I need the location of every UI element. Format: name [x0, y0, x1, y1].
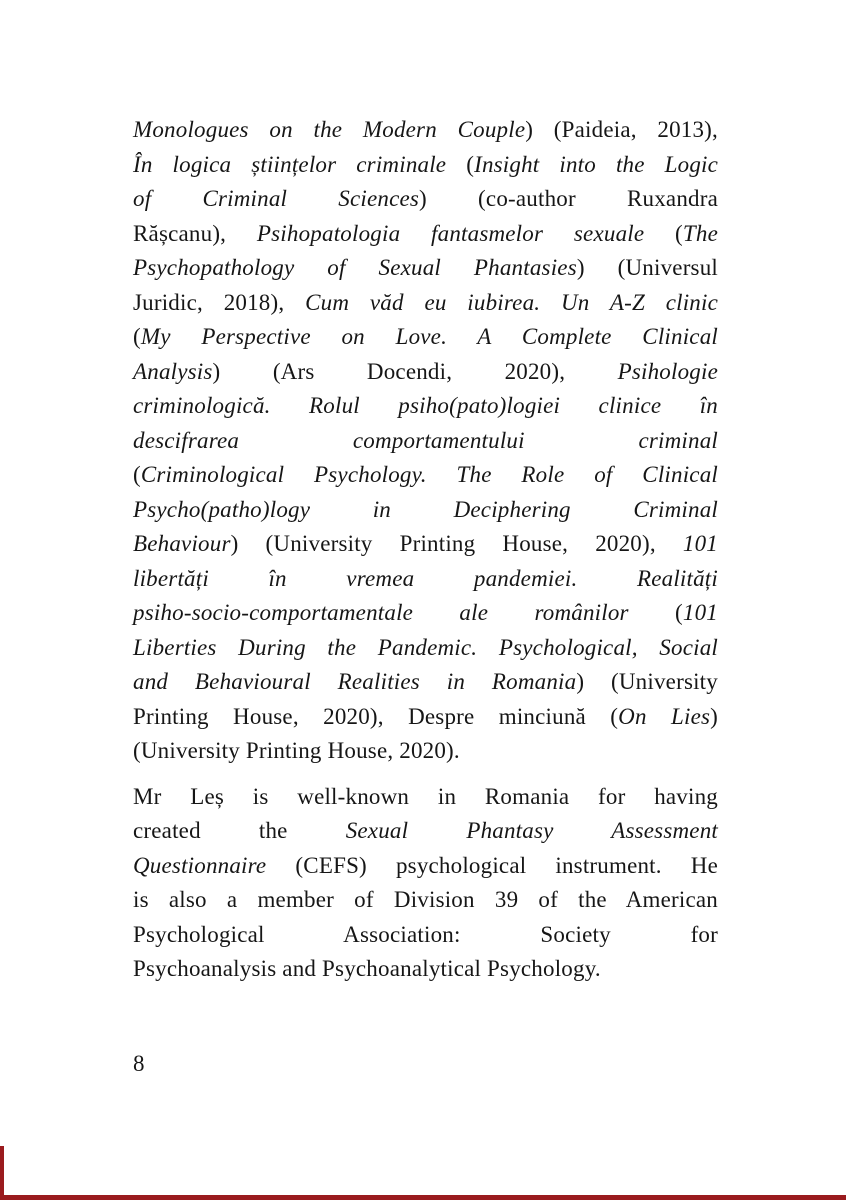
- text-line: [133, 355, 718, 390]
- text-line: [133, 562, 718, 597]
- text-run: (: [133, 324, 141, 349]
- scan-edge-bottom: [0, 1195, 846, 1200]
- italic-text-run: Psihologie: [617, 358, 718, 384]
- italic-text-run: Liberties During the Pandemic. Psychological, Social: [133, 634, 718, 660]
- text-run: (University Printing House, 2020).: [133, 738, 460, 763]
- paragraph-books-list: [133, 113, 718, 769]
- text-run: (: [644, 220, 683, 246]
- text-line: [133, 320, 718, 355]
- paragraph-bio: [133, 780, 718, 987]
- scan-edge-left: [0, 1146, 4, 1200]
- italic-text-run: Criminological Psychology. The Role of Clinical: [140, 462, 718, 487]
- text-run: ) (co-author Ruxandra: [419, 186, 719, 211]
- text-line: [133, 883, 718, 918]
- text-line: [133, 596, 718, 631]
- text-line: [133, 849, 718, 884]
- italic-text-run: Analysis: [133, 358, 213, 384]
- text-run: Psychoanalysis and Psychoanalytical Psychology.: [133, 956, 601, 981]
- page-number: 8: [133, 1050, 145, 1076]
- italic-text-run: and Behavioural Realities in Romania: [133, 669, 577, 694]
- text-run: (CEFS) psychological instrument. He: [266, 852, 718, 878]
- text-line: [133, 918, 718, 953]
- text-run: ) (Universul: [576, 255, 718, 280]
- text-run: created the: [133, 818, 346, 843]
- italic-text-run: Cum văd eu iubirea. Un A-Z clinic: [305, 289, 718, 315]
- text-line: [133, 389, 718, 424]
- text-line: [133, 286, 718, 321]
- text-line: [133, 527, 718, 562]
- text-line: [133, 734, 718, 769]
- text-line: [133, 113, 718, 148]
- text-run: ) (Paideia, 2013),: [525, 117, 718, 142]
- text-run: Juridic, 2018),: [133, 289, 306, 315]
- italic-text-run: descifrarea comportamentului criminal: [133, 427, 718, 453]
- italic-text-run: libertăți în vremea pandemiei. Realități: [133, 565, 718, 591]
- text-line: [133, 251, 718, 286]
- italic-text-run: of Criminal Sciences: [133, 186, 420, 211]
- italic-text-run: Monologues on the Modern Couple: [133, 117, 526, 142]
- text-line: [133, 458, 718, 493]
- italic-text-run: My Perspective on Love. A Complete Clinical: [140, 324, 718, 349]
- italic-text-run: În logica științelor criminale: [133, 151, 447, 177]
- text-run: (: [446, 151, 475, 177]
- page-text: [133, 113, 718, 1081]
- text-run: (: [133, 462, 141, 487]
- text-run: Mr Leș is well-known in Romania for having: [133, 783, 718, 809]
- text-run: ) (University: [576, 669, 718, 694]
- text-line: [133, 493, 718, 528]
- text-line: [133, 631, 718, 666]
- italic-text-run: Insight into the Logic: [474, 151, 719, 177]
- text-run: Rășcanu),: [133, 220, 257, 246]
- text-run: Psychological Association: Society for: [133, 921, 718, 947]
- text-run: is also a member of Division 39 of the American: [133, 887, 718, 912]
- text-line: [133, 780, 718, 815]
- italic-text-run: Psycho(patho)logy in Deciphering Criminal: [133, 496, 718, 522]
- text-run: ) (University Printing House, 2020),: [230, 531, 683, 556]
- text-line: [133, 700, 718, 735]
- text-run: ): [710, 703, 718, 729]
- text-line: [133, 424, 718, 459]
- text-line: [133, 952, 718, 987]
- italic-text-run: psiho-socio-comportamentale ale românilor: [133, 600, 629, 625]
- italic-text-run: Questionnaire: [133, 852, 267, 878]
- text-line: [133, 217, 718, 252]
- italic-text-run: Psihopatologia fantasmelor sexuale: [256, 220, 645, 246]
- italic-text-run: The: [682, 220, 719, 246]
- italic-text-run: Psychopathology of Sexual Phantasies: [133, 255, 577, 280]
- text-line: [133, 665, 718, 700]
- italic-text-run: 101: [682, 531, 718, 556]
- italic-text-run: criminologică. Rolul psiho(pato)logiei clinice în: [133, 393, 718, 418]
- italic-text-run: 101: [682, 600, 718, 625]
- text-line: [133, 814, 718, 849]
- italic-text-run: On Lies: [618, 703, 711, 729]
- text-run: (: [628, 600, 683, 625]
- italic-text-run: Sexual Phantasy Assessment: [345, 818, 718, 843]
- text-run: Printing House, 2020), Despre minciună (: [133, 703, 619, 729]
- text-line: [133, 182, 718, 217]
- italic-text-run: Behaviour: [133, 531, 231, 556]
- text-run: ) (Ars Docendi, 2020),: [212, 358, 618, 384]
- text-line: [133, 148, 718, 183]
